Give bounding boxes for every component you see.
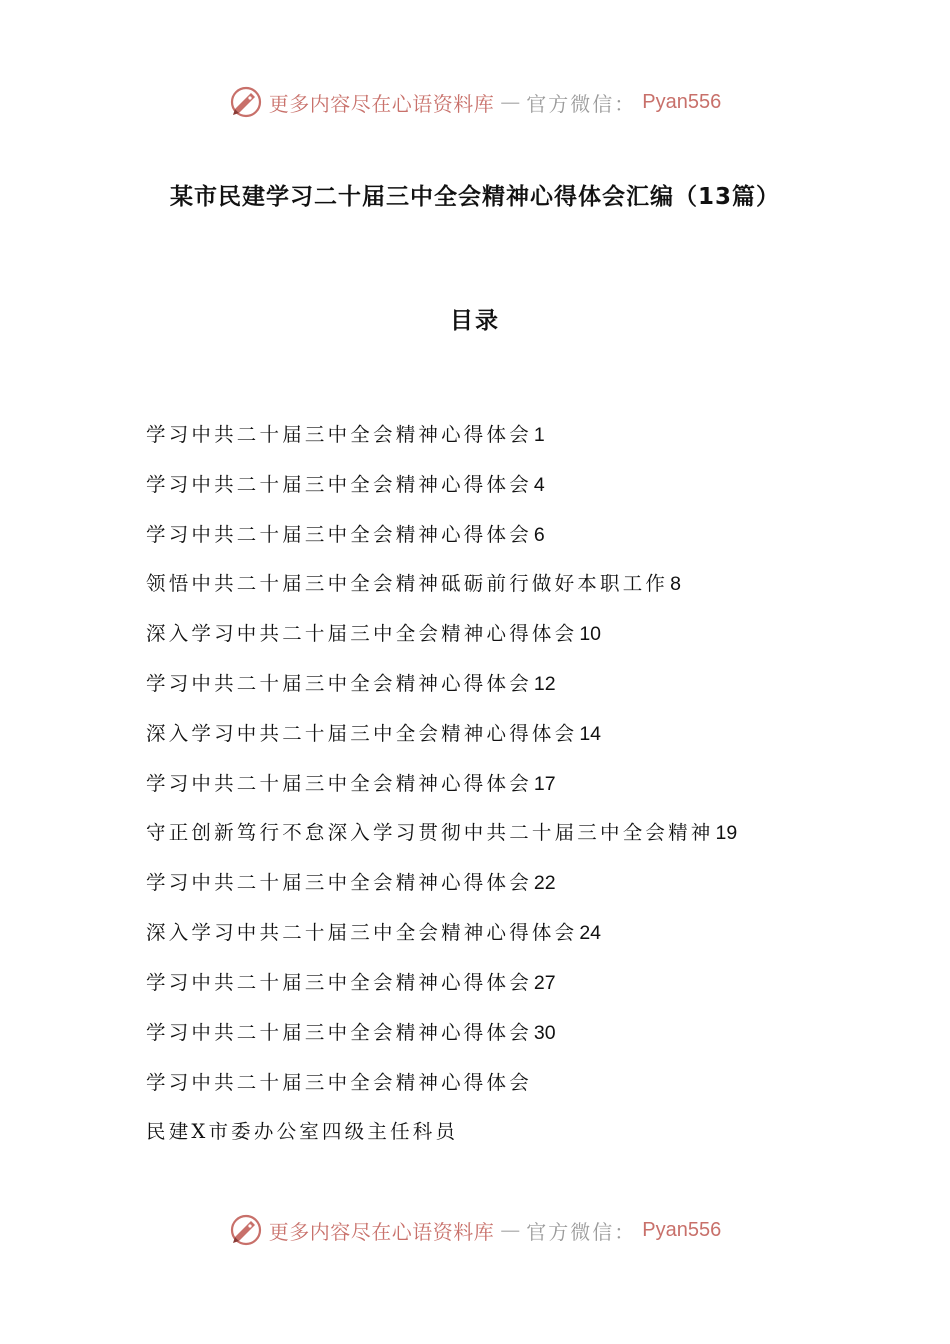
watermark-subtext: 官方微信： [526, 1219, 637, 1244]
toc-heading: 目录 [450, 308, 500, 334]
toc-entry-title: 学习中共二十届三中全会精神心得体会 [146, 1020, 532, 1044]
toc-entry-page: 27 [533, 971, 556, 994]
watermark-footer [0, 1210, 950, 1250]
toc-entry-title: 学习中共二十届三中全会精神心得体会 [146, 871, 532, 895]
toc-entry-page: 8 [670, 573, 681, 596]
toc-entry-page: 24 [579, 921, 602, 944]
toc-entry-page: 10 [579, 623, 602, 646]
toc-entry-page: 17 [533, 772, 556, 795]
toc-entry-page: 1 [533, 424, 545, 446]
watermark-subtext: 官方微信： [526, 91, 637, 116]
article-title: 学习中共二十届三中全会精神心得体会 [146, 1071, 532, 1094]
toc-entry-page: 12 [533, 672, 556, 695]
watermark-wechat-id: Pyan556 [642, 90, 722, 113]
toc-entry-title: 学习中共二十届三中全会精神心得体会 [146, 771, 532, 795]
watermark-dash: — [500, 1218, 521, 1242]
toc-entry[interactable] [146, 515, 737, 565]
toc-entry-page: 19 [715, 822, 738, 845]
toc-entry-title: 守正创新笃行不怠深入学习贯彻中共二十届三中全会精神 [146, 821, 714, 845]
toc-entry-title: 学习中共二十届三中全会精神心得体会 [146, 671, 532, 695]
toc-entry[interactable] [146, 714, 737, 764]
toc-entry-title: 学习中共二十届三中全会精神心得体会 [146, 970, 532, 994]
toc-entry[interactable] [146, 664, 737, 714]
toc-entry-title: 深入学习中共二十届三中全会精神心得体会 [146, 622, 578, 646]
toc-entry[interactable] [146, 415, 737, 465]
toc-entry-title: 学习中共二十届三中全会精神心得体会 [146, 423, 532, 446]
watermark-header [0, 82, 950, 122]
toc-entry-title: 学习中共二十届三中全会精神心得体会 [146, 522, 532, 546]
toc-entry-page: 4 [533, 473, 545, 496]
toc-entry-page: 6 [533, 523, 545, 546]
toc-entry[interactable] [146, 913, 737, 963]
document-title: 某市民建学习二十届三中全会精神心得体会汇编（13篇） [169, 184, 780, 210]
watermark-wechat-id: Pyan556 [642, 1218, 722, 1241]
toc-entry[interactable] [146, 764, 737, 814]
toc-entry[interactable] [146, 813, 737, 863]
toc-entry-title: 学习中共二十届三中全会精神心得体会 [146, 472, 532, 496]
toc-entry[interactable] [146, 963, 737, 1013]
pen-nib-icon [229, 85, 263, 119]
toc-entry-page: 30 [533, 1021, 556, 1044]
watermark-text: 更多内容尽在心语资料库 [268, 1219, 495, 1244]
toc-entry[interactable] [146, 1013, 737, 1063]
toc-entry[interactable] [146, 465, 737, 515]
watermark-text: 更多内容尽在心语资料库 [268, 91, 495, 116]
article-author: 民建X市委办公室四级主任科员 [146, 1120, 459, 1143]
toc-entry-page: 22 [533, 872, 556, 895]
toc-entry-title: 深入学习中共二十届三中全会精神心得体会 [146, 721, 578, 745]
pen-nib-icon [229, 1213, 263, 1247]
toc-entry-page: 14 [579, 722, 602, 745]
toc-entry-title: 深入学习中共二十届三中全会精神心得体会 [146, 920, 578, 944]
toc-list [146, 415, 737, 1062]
toc-entry-title: 领悟中共二十届三中全会精神砥砺前行做好本职工作 [146, 572, 669, 596]
toc-entry[interactable] [146, 564, 737, 614]
toc-entry[interactable] [146, 614, 737, 664]
toc-entry[interactable] [146, 863, 737, 913]
watermark-dash: — [500, 90, 521, 114]
